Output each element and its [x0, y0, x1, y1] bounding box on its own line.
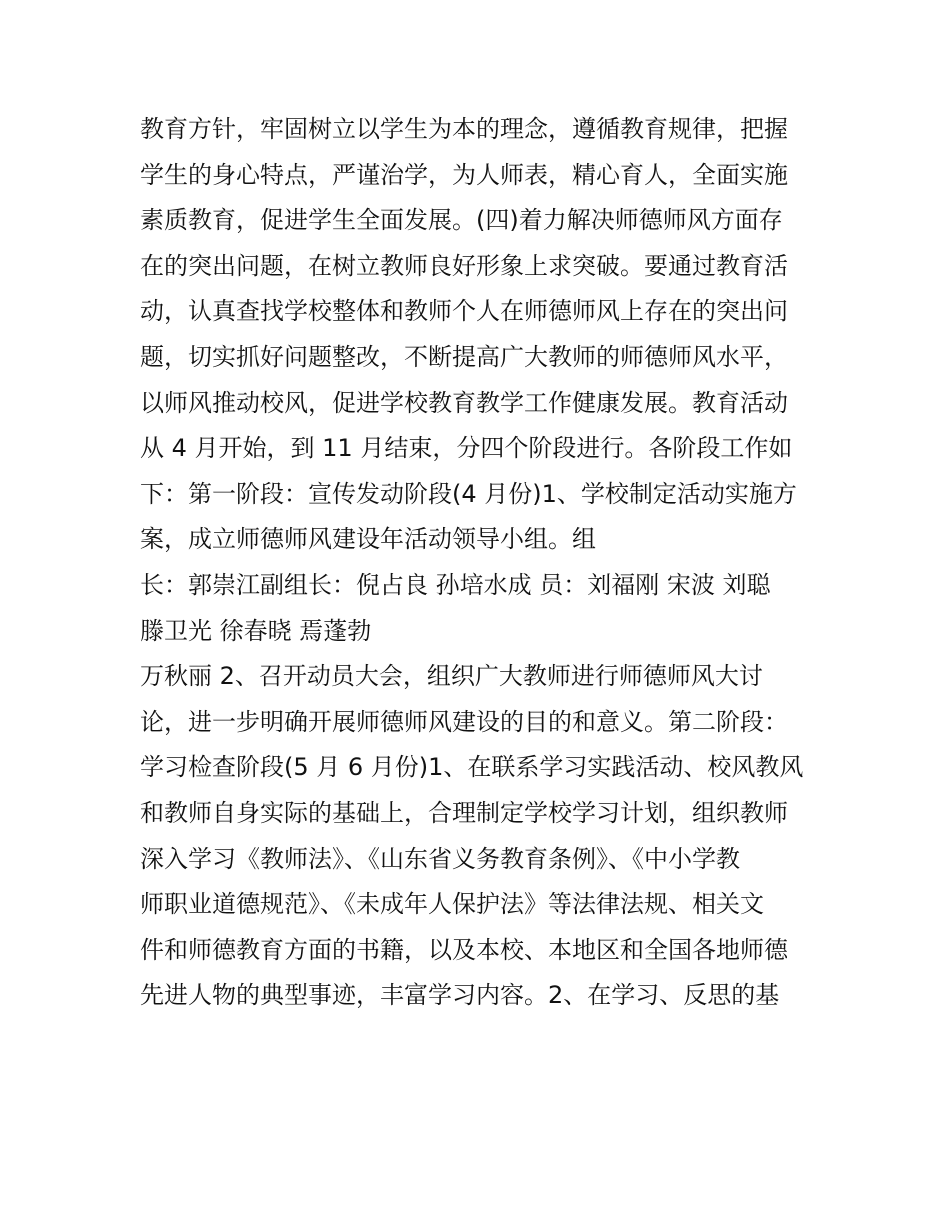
- text-line: 论，进一步明确开展师德师风建设的目的和意义。第二阶段：: [140, 707, 788, 736]
- text-line: 先进人物的典型事迹，丰富学习内容。2、在学习、反思的基: [140, 981, 780, 1010]
- document-body: [140, 107, 820, 1019]
- text-line: 案，成立师德师风建设年活动领导小组。组: [140, 525, 596, 554]
- text-line: 动，认真查找学校整体和教师个人在师德师风上存在的突出问: [140, 297, 788, 326]
- text-line: 素质教育，促进学生全面发展。(四)着力解决师德师风方面存: [140, 206, 783, 235]
- text-line: 从 4 月开始，到 11 月结束，分四个阶段进行。各阶段工作如: [140, 434, 793, 463]
- text-line: 下：第一阶段：宣传发动阶段(4 月份)1、学校制定活动实施方: [140, 479, 797, 508]
- text-line: 学习检查阶段(5 月 6 月份)1、在联系学习实践活动、校风教风: [140, 753, 804, 782]
- text-line: 学生的身心特点，严谨治学，为人师表，精心育人，全面实施: [140, 160, 788, 189]
- text-line: 和教师自身实际的基础上，合理制定学校学习计划，组织教师: [140, 798, 788, 827]
- text-line: 师职业道德规范》、《未成年人保护法》等法律法规、相关文: [140, 890, 764, 919]
- text-line: 在的突出问题，在树立教师良好形象上求突破。要通过教育活: [140, 251, 788, 280]
- text-line: 滕卫光 徐春晓 焉蓬勃: [140, 616, 372, 645]
- text-line: 深入学习《教师法》、《山东省义务教育条例》、《中小学教: [140, 844, 740, 873]
- text-line: 教育方针，牢固树立以学生为本的理念，遵循教育规律，把握: [140, 115, 788, 143]
- text-line: 长：郭崇江副组长：倪占良 孙培水成 员：刘福刚 宋波 刘聪: [140, 570, 771, 599]
- text-line: 万秋丽 2、召开动员大会，组织广大教师进行师德师风大讨: [140, 662, 763, 691]
- text-line: 以师风推动校风，促进学校教育教学工作健康发展。教育活动: [140, 388, 788, 417]
- text-line: 题，切实抓好问题整改，不断提高广大教师的师德师风水平，: [140, 342, 788, 371]
- text-line: 件和师德教育方面的书籍，以及本校、本地区和全国各地师德: [140, 935, 788, 964]
